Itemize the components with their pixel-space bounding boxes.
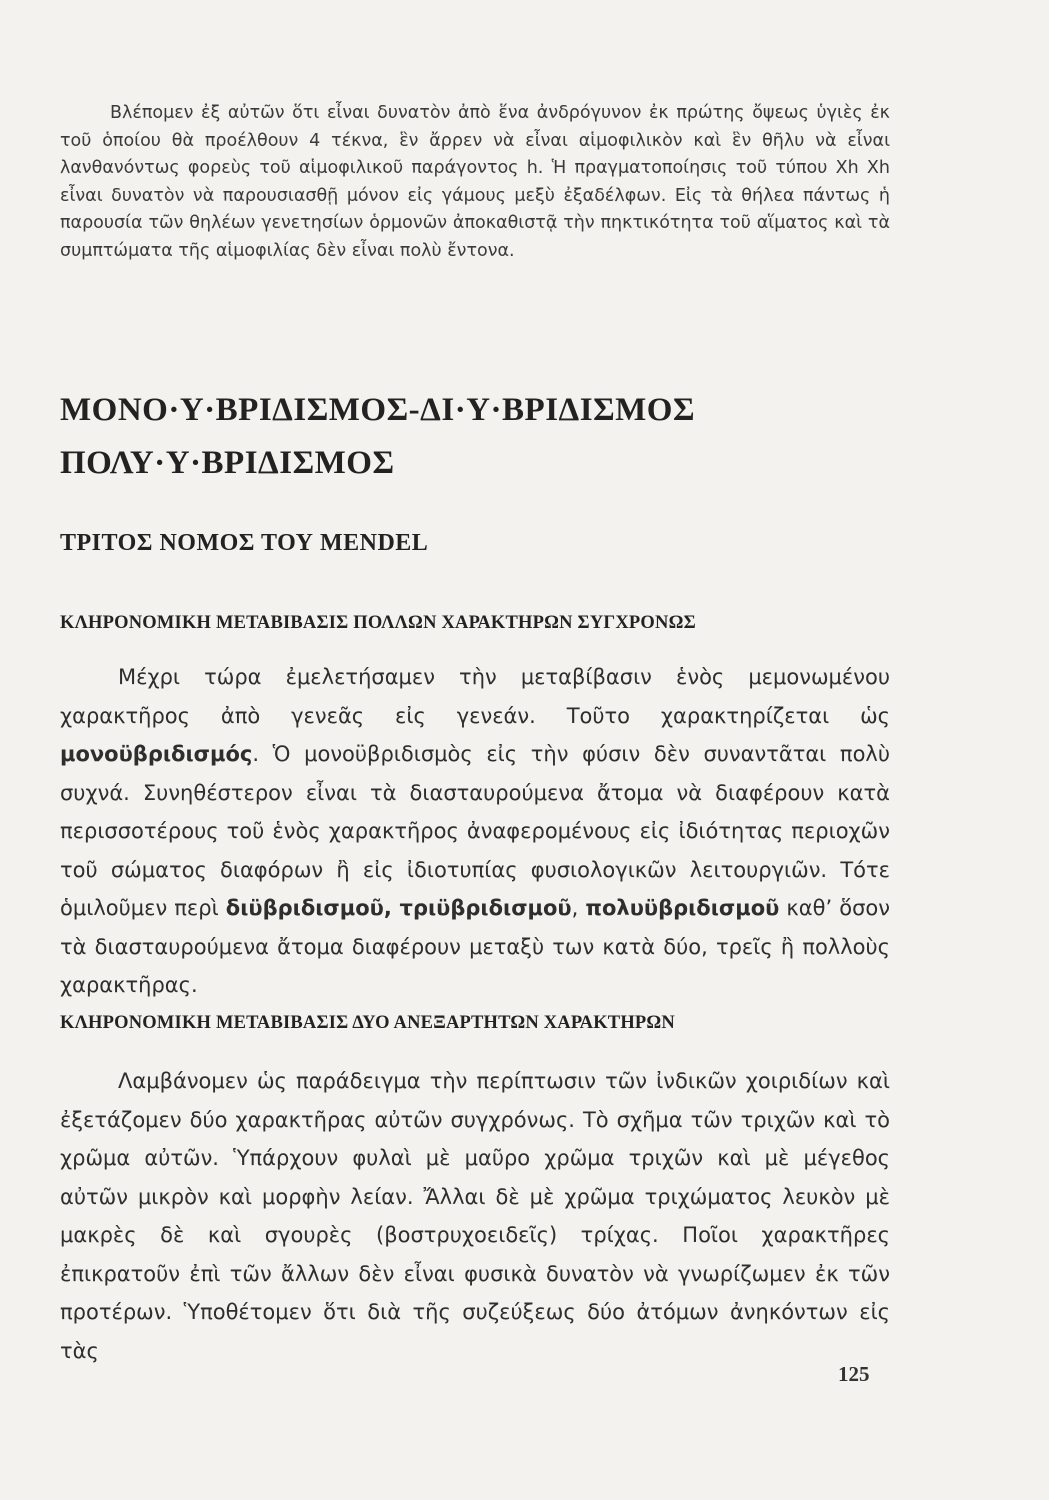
- chapter-title-line1: ΜΟΝΟ·Υ·ΒΡΙΔΙΣΜΟΣ-ΔΙ·Υ·ΒΡΙΔΙΣΜΟΣ: [60, 392, 696, 428]
- term-monohybrid: μονοϋβριδισμός: [60, 742, 253, 766]
- section1-text-d: καθ’ ὅσον τὰ διασταυρούμενα ἄτομα διαφέρουν μεταξὺ των κατὰ δύο, τρεῖς ἢ πολλοὺς χαρακτῆρας.: [60, 896, 890, 997]
- chapter-subtitle: ΤΡΙΤΟΣ ΝΟΜΟΣ ΤΟΥ MENDEL: [60, 530, 429, 556]
- term-di-trihybrid: διϋβριδισμοῦ, τριϋβριδισμοῦ: [225, 896, 572, 920]
- term-polyhybrid: πολυϋβριδισμοῦ: [585, 896, 780, 920]
- page-number: 125: [838, 1362, 870, 1386]
- section1-text-b: . Ὁ μονοϋβριδισμὸς εἰς τὴν φύσιν δὲν συναντᾶται πολὺ συχνά. Συνηθέστερον εἶναι τὰ διασταυρούμενα ἄτομα νὰ διαφέρουν κατὰ περισσοτέρους τοῦ ἑνὸς χαρακτῆρος ἀναφερομένους εἰς ἰδιότητας περιοχῶν τοῦ σώματος διαφόρων ἢ εἰς ἰδιοτυπίας φυσιολογικῶν λειτουργιῶν. Τότε ὁμιλοῦμεν περὶ: [60, 742, 890, 920]
- intro-paragraph: Βλέπομεν ἐξ αὐτῶν ὅτι εἶναι δυνατὸν ἀπὸ ἕνα ἀνδρόγυνον ἐκ πρώτης ὄψεως ὑγιὲς ἐκ τοῦ ὁποίου θὰ προέλθουν 4 τέκνα, ἓν ἄρρεν νὰ εἶναι αἱμοφιλικὸν καὶ ἓν θῆλυ νὰ εἶναι λανθανόντως φορεὺς τοῦ αἱμοφιλικοῦ παράγοντος h. Ἡ πραγματοποίησις τοῦ τύπου Xh Xh εἶναι δυνατὸν νὰ παρουσιασθῇ μόνον εἰς γάμους μεξὺ ἐξαδέλφων. Εἰς τὰ θήλεα πάντως ἡ παρουσία τῶν θηλέων γενετησίων ὁρμονῶν ἀποκαθιστᾷ τὴν πηκτικότητα τοῦ αἵματος καὶ τὰ συμπτώματα τῆς αἱμοφιλίας δὲν εἶναι πολὺ ἔντονα.: [60, 103, 890, 261]
- section1-paragraph: [60, 658, 890, 1005]
- section1-text-c: ,: [571, 896, 586, 920]
- section2-paragraph: Λαμβάνομεν ὡς παράδειγμα τὴν περίπτωσιν τῶν ἰνδικῶν χοιριδίων καὶ ἐξετάζομεν δύο χαρακτῆρας αὐτῶν συγχρόνως. Τὸ σχῆμα τῶν τριχῶν καὶ τὸ χρῶμα αὐτῶν. Ὑπάρχουν φυλαὶ μὲ μαῦρο χρῶμα τριχῶν καὶ μὲ μέγεθος αὐτῶν μικρὸν καὶ μορφὴν λείαν. Ἄλλαι δὲ μὲ χρῶμα τριχώματος λευκὸν μὲ μακρὲς δὲ καὶ σγουρὲς (βοστρυχοειδεῖς) τρίχας. Ποῖοι χαρακτῆρες ἐπικρατοῦν ἐπὶ τῶν ἄλλων δὲν εἶναι φυσικὰ δυνατὸν νὰ γνωρίζωμεν ἐκ τῶν προτέρων. Ὑποθέτομεν ὅτι διὰ τῆς συζεύξεως δύο ἀτόμων ἀνηκόντων εἰς τὰς: [60, 1069, 890, 1363]
- section1-heading: ΚΛΗΡΟΝΟΜΙΚΗ ΜΕΤΑΒΙΒΑΣΙΣ ΠΟΛΛΩΝ ΧΑΡΑΚΤΗΡΩΝ ΣΥΓΧΡΟΝΩΣ: [60, 613, 696, 633]
- section1-text-a: Μέχρι τώρα ἐμελετήσαμεν τὴν μεταβίβασιν ἑνὸς μεμονωμένου χαρακτῆρος ἀπὸ γενεᾶς εἰς γενεάν. Τοῦτο χαρακτηρίζεται ὡς: [60, 665, 890, 728]
- section2-heading: ΚΛΗΡΟΝΟΜΙΚΗ ΜΕΤΑΒΙΒΑΣΙΣ ΔΥΟ ΑΝΕΞΑΡΤΗΤΩΝ ΧΑΡΑΚΤΗΡΩΝ: [60, 1013, 675, 1033]
- chapter-title-line2: ΠΟΛΥ·Υ·ΒΡΙΔΙΣΜΟΣ: [60, 445, 395, 481]
